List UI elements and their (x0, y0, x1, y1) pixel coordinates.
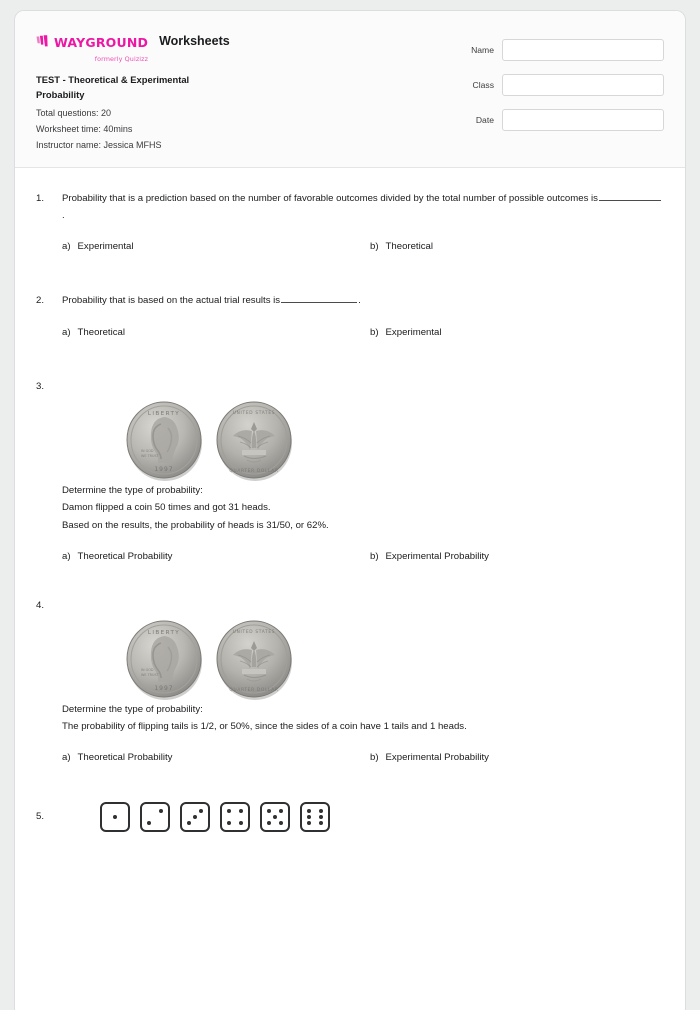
option-letter: b) (370, 551, 379, 563)
name-input[interactable] (502, 39, 664, 61)
field-row-date (424, 109, 664, 131)
meta-instructor-name: Instructor name: Jessica MFHS (36, 140, 162, 151)
option-label: Experimental Probability (385, 551, 489, 563)
question-3-line-1: Determine the type of probability: (62, 484, 203, 496)
brand-row (36, 31, 230, 63)
option-letter: b) (370, 326, 379, 338)
svg-text:UNITED STATES: UNITED STATES (232, 629, 276, 635)
option-label: Theoretical (77, 326, 125, 338)
option-letter: a) (62, 241, 71, 253)
option-letter: b) (370, 241, 379, 253)
spacer (36, 260, 664, 292)
question-1-option-b[interactable] (370, 239, 433, 254)
option-label: Theoretical Probability (77, 752, 173, 764)
question-2-options (62, 325, 664, 340)
die-face-6-icon (300, 802, 330, 832)
question-2-number: 2. (36, 295, 45, 307)
worksheet-title: TEST - Theoretical & Experimental Probability (36, 74, 190, 100)
worksheet-header (15, 11, 685, 168)
svg-text:1997: 1997 (154, 684, 174, 692)
question-1-stem-text: Probability that is a prediction based on the number of favorable outcomes divided by the total number of possible outcomes is (62, 193, 598, 204)
svg-text:WE TRUST: WE TRUST (141, 453, 159, 458)
question-3-options (62, 549, 664, 564)
svg-text:LIBERTY: LIBERTY (147, 410, 181, 417)
question-1-option-a[interactable] (62, 239, 370, 254)
question-4-number: 4. (36, 599, 45, 611)
question-1-blank (599, 192, 661, 201)
question-4-option-a[interactable] (62, 750, 370, 765)
coin-heads-icon (124, 400, 206, 482)
svg-text:QUARTER DOLLAR: QUARTER DOLLAR (229, 468, 279, 474)
svg-text:IN GOD: IN GOD (141, 448, 154, 453)
question-2-stem-end: . (358, 295, 361, 307)
question-4-lines (62, 701, 664, 736)
option-label: Theoretical Probability (77, 551, 173, 563)
question-4-line-2: The probability of flipping tails is 1/2, or 50%, since the sides of a coin have 1 tails and 1 heads. (62, 721, 467, 733)
question-1 (36, 190, 664, 254)
question-4 (36, 597, 664, 766)
worksheet-meta (36, 73, 336, 153)
question-4-option-b[interactable] (370, 750, 489, 765)
coin-tails-icon (214, 400, 296, 482)
class-input[interactable] (502, 74, 664, 96)
question-5-number: 5. (36, 811, 45, 823)
option-label: Theoretical (385, 241, 433, 253)
question-3-option-a[interactable] (62, 549, 370, 564)
class-field-label: Class (472, 80, 494, 90)
question-4-coin-image (62, 597, 664, 701)
field-row-class (424, 74, 664, 96)
question-4-line-1: Determine the type of probability: (62, 703, 203, 715)
question-1-number: 1. (36, 193, 45, 204)
question-3-line-3: Based on the results, the probability of heads is 31/50, or 62%. (62, 519, 329, 531)
svg-text:UNITED STATES: UNITED STATES (232, 410, 276, 416)
die-face-1-icon (100, 802, 130, 832)
option-letter: a) (62, 326, 71, 338)
spacer (36, 346, 664, 378)
spacer (36, 571, 664, 597)
question-2-blank (281, 294, 357, 303)
meta-total-questions: Total questions: 20 (36, 108, 112, 119)
date-input[interactable] (502, 109, 664, 131)
question-2-stem-text: Probability that is based on the actual trial results is (62, 295, 281, 307)
question-3 (36, 378, 664, 565)
question-5 (36, 802, 664, 832)
question-2-option-a[interactable] (62, 325, 370, 340)
option-letter: a) (62, 752, 71, 764)
date-field-label: Date (475, 115, 494, 125)
svg-text:1997: 1997 (154, 465, 174, 473)
spacer (36, 772, 664, 802)
wayground-logo-subtitle: formerly Quizizz (94, 54, 149, 63)
question-3-number: 3. (36, 380, 45, 392)
die-face-3-icon (180, 802, 210, 832)
question-2 (36, 292, 664, 339)
worksheet-sheet (14, 10, 686, 1010)
svg-text:QUARTER DOLLAR: QUARTER DOLLAR (229, 687, 279, 693)
die-face-5-icon (260, 802, 290, 832)
question-4-options (62, 750, 664, 765)
field-row-name (424, 39, 664, 61)
page-title: Worksheets (159, 34, 230, 48)
option-label: Experimental Probability (385, 752, 489, 764)
question-3-lines (62, 482, 664, 534)
option-letter: a) (62, 551, 71, 563)
die-face-2-icon (140, 802, 170, 832)
question-1-stem-end: . (62, 210, 65, 222)
coin-heads-icon (124, 619, 206, 701)
option-letter: b) (370, 752, 379, 764)
option-label: Experimental (77, 241, 134, 253)
question-3-coin-image (62, 378, 664, 482)
question-2-option-b[interactable] (370, 325, 442, 340)
die-face-4-icon (220, 802, 250, 832)
question-3-line-2: Damon flipped a coin 50 times and got 31 heads. (62, 502, 271, 514)
question-1-options (62, 239, 664, 254)
question-2-stem (62, 292, 664, 309)
question-3-option-b[interactable] (370, 549, 489, 564)
wayground-logo-wordmark: WAYGROUND (54, 34, 149, 50)
coin-tails-icon (214, 619, 296, 701)
wayground-logo-mark (36, 34, 51, 52)
meta-worksheet-time: Worksheet time: 40mins (36, 124, 133, 135)
student-info-fields (424, 39, 664, 144)
svg-text:WE TRUST: WE TRUST (141, 672, 159, 677)
name-field-label: Name (471, 45, 494, 55)
question-1-stem (62, 190, 664, 224)
question-5-dice-image (62, 802, 330, 832)
svg-text:IN GOD: IN GOD (141, 667, 154, 672)
wayground-logo (36, 31, 148, 63)
option-label: Experimental (385, 326, 442, 338)
svg-text:LIBERTY: LIBERTY (147, 629, 181, 636)
worksheet-body (15, 168, 685, 832)
